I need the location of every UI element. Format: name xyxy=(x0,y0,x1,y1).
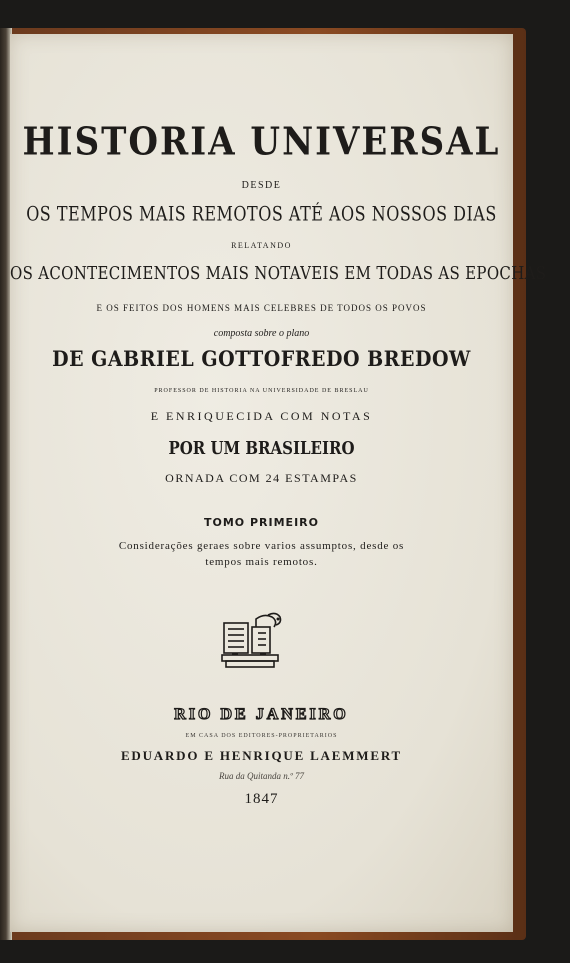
author-affiliation: PROFESSOR DE HISTORIA NA UNIVERSIDADE DE BRESLAU xyxy=(154,388,369,394)
illustrations-line: ORNADA COM 24 ESTAMPAS xyxy=(165,471,358,485)
composta-line: composta sobre o plano xyxy=(213,328,310,339)
enriquecida-line: E ENRIQUECIDA COM NOTAS xyxy=(150,409,373,423)
publication-year: 1847 xyxy=(244,791,279,807)
subtitle-acontecimentos: OS ACONTECIMENTOS MAIS NOTAVEIS EM TODAS AS EPOCHAS xyxy=(10,262,547,284)
author-name: DE GABRIEL GOTTOFREDO BREDOW xyxy=(52,346,471,372)
title-page xyxy=(10,34,547,932)
publisher-address: Rua da Quitanda n.º 77 xyxy=(218,771,305,781)
subtitle-tempos: OS TEMPOS MAIS REMOTOS ATÉ AOS NOSSOS DIAS xyxy=(26,201,497,226)
volume-label: TOMO PRIMEIRO xyxy=(204,516,319,529)
book-title: HISTORIA UNIVERSAL xyxy=(22,119,501,165)
subtitle-relatando: RELATANDO xyxy=(231,241,292,250)
publisher-note: EM CASA DOS EDITORES-PROPRIETARIOS xyxy=(185,733,338,739)
subtitle-feitos: E OS FEITOS DOS HOMENS MAIS CELEBRES DE TODOS OS POVOS xyxy=(96,303,427,313)
printer-emblem-icon xyxy=(220,609,286,671)
subtitle-desde: DESDE xyxy=(241,180,282,191)
editor-line: POR UM BRASILEIRO xyxy=(168,437,355,459)
volume-description-2: tempos mais remotos. xyxy=(205,556,318,568)
publisher-name: EDUARDO E HENRIQUE LAEMMERT xyxy=(120,748,403,763)
volume-description-1: Considerações geraes sobre varios assumptos, desde os xyxy=(118,540,405,552)
publication-place: RIO DE JANEIRO xyxy=(174,706,349,723)
